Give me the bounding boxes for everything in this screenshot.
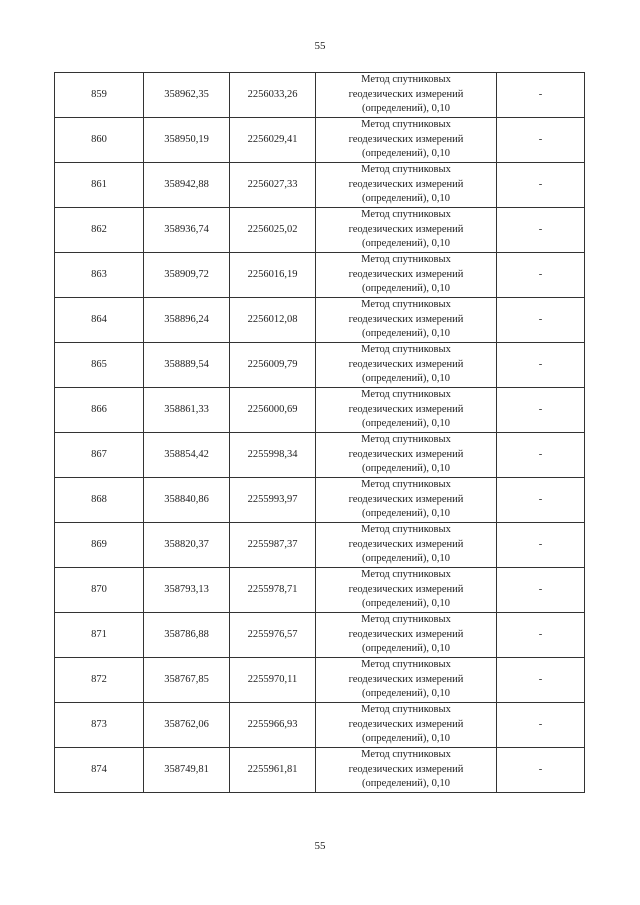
- table-row: [55, 118, 585, 163]
- x-coordinate-cell: 358950,19: [144, 118, 230, 163]
- table-row: [55, 568, 585, 613]
- method-line: Метод спутниковых: [361, 299, 451, 311]
- y-coordinate-cell: 2256009,79: [230, 343, 316, 388]
- table-row: [55, 343, 585, 388]
- point-number-cell: 872: [55, 658, 144, 703]
- table-row: [55, 388, 585, 433]
- method-line: геодезических измерений: [348, 223, 464, 235]
- method-cell: [316, 253, 497, 298]
- method-line: (определений), 0,10: [361, 553, 451, 565]
- method-cell: [316, 568, 497, 613]
- method-cell: [316, 748, 497, 793]
- x-coordinate-cell: 358942,88: [144, 163, 230, 208]
- point-number-cell: 865: [55, 343, 144, 388]
- coordinates-table: [54, 72, 585, 793]
- y-coordinate-cell: 2256012,08: [230, 298, 316, 343]
- method-line: Метод спутниковых: [361, 704, 451, 716]
- x-coordinate-cell: 358749,81: [144, 748, 230, 793]
- method-line: геодезических измерений: [348, 403, 464, 415]
- point-number-cell: 859: [55, 73, 144, 118]
- method-cell: [316, 298, 497, 343]
- y-coordinate-cell: 2256016,19: [230, 253, 316, 298]
- table-row: [55, 163, 585, 208]
- point-number-cell: 860: [55, 118, 144, 163]
- point-number-cell: 861: [55, 163, 144, 208]
- method-cell: [316, 478, 497, 523]
- point-number-cell: 867: [55, 433, 144, 478]
- method-line: Метод спутниковых: [361, 389, 451, 401]
- x-coordinate-cell: 358936,74: [144, 208, 230, 253]
- table-row: [55, 73, 585, 118]
- table-row: [55, 523, 585, 568]
- point-number-cell: 871: [55, 613, 144, 658]
- y-coordinate-cell: 2256025,02: [230, 208, 316, 253]
- x-coordinate-cell: 358762,06: [144, 703, 230, 748]
- x-coordinate-cell: 358854,42: [144, 433, 230, 478]
- y-coordinate-cell: 2255976,57: [230, 613, 316, 658]
- method-line: (определений), 0,10: [361, 328, 451, 340]
- method-cell: [316, 73, 497, 118]
- method-line: геодезических измерений: [348, 718, 464, 730]
- y-coordinate-cell: 2255966,93: [230, 703, 316, 748]
- method-cell: [316, 658, 497, 703]
- x-coordinate-cell: 358840,86: [144, 478, 230, 523]
- method-line: геодезических измерений: [348, 583, 464, 595]
- method-line: геодезических измерений: [348, 493, 464, 505]
- method-cell: [316, 613, 497, 658]
- method-cell: [316, 433, 497, 478]
- point-number-cell: 863: [55, 253, 144, 298]
- y-coordinate-cell: 2255993,97: [230, 478, 316, 523]
- point-number-cell: 868: [55, 478, 144, 523]
- table-row: [55, 298, 585, 343]
- method-cell: [316, 703, 497, 748]
- method-line: Метод спутниковых: [361, 434, 451, 446]
- y-coordinate-cell: 2256029,41: [230, 118, 316, 163]
- method-line: Метод спутниковых: [361, 119, 451, 131]
- note-cell: -: [497, 703, 585, 748]
- x-coordinate-cell: 358896,24: [144, 298, 230, 343]
- table-row: [55, 613, 585, 658]
- method-line: Метод спутниковых: [361, 614, 451, 626]
- method-cell: [316, 118, 497, 163]
- method-line: геодезических измерений: [348, 538, 464, 550]
- note-cell: -: [497, 748, 585, 793]
- method-line: геодезических измерений: [348, 673, 464, 685]
- point-number-cell: 862: [55, 208, 144, 253]
- point-number-cell: 874: [55, 748, 144, 793]
- method-line: Метод спутниковых: [361, 479, 451, 491]
- method-line: геодезических измерений: [348, 763, 464, 775]
- note-cell: -: [497, 163, 585, 208]
- method-cell: [316, 163, 497, 208]
- note-cell: -: [497, 118, 585, 163]
- method-line: Метод спутниковых: [361, 254, 451, 266]
- method-line: (определений), 0,10: [361, 148, 451, 160]
- method-line: геодезических измерений: [348, 88, 464, 100]
- method-line: (определений), 0,10: [361, 598, 451, 610]
- point-number-cell: 866: [55, 388, 144, 433]
- y-coordinate-cell: 2255998,34: [230, 433, 316, 478]
- method-line: геодезических измерений: [348, 628, 464, 640]
- point-number-cell: 869: [55, 523, 144, 568]
- note-cell: -: [497, 433, 585, 478]
- note-cell: -: [497, 253, 585, 298]
- method-line: (определений), 0,10: [361, 778, 451, 790]
- method-line: геодезических измерений: [348, 133, 464, 145]
- y-coordinate-cell: 2256027,33: [230, 163, 316, 208]
- page-number-top: 55: [314, 40, 326, 52]
- method-line: (определений), 0,10: [361, 643, 451, 655]
- method-line: Метод спутниковых: [361, 749, 451, 761]
- method-line: (определений), 0,10: [361, 283, 451, 295]
- coordinates-table-body: [55, 73, 585, 793]
- note-cell: -: [497, 523, 585, 568]
- method-line: геодезических измерений: [348, 313, 464, 325]
- x-coordinate-cell: 358786,88: [144, 613, 230, 658]
- method-line: геодезических измерений: [348, 178, 464, 190]
- method-line: (определений), 0,10: [361, 418, 451, 430]
- table-row: [55, 658, 585, 703]
- method-line: Метод спутниковых: [361, 569, 451, 581]
- method-line: Метод спутниковых: [361, 74, 451, 86]
- y-coordinate-cell: 2256000,69: [230, 388, 316, 433]
- method-line: (определений), 0,10: [361, 373, 451, 385]
- method-line: (определений), 0,10: [361, 238, 451, 250]
- method-line: Метод спутниковых: [361, 209, 451, 221]
- method-line: (определений), 0,10: [361, 733, 451, 745]
- x-coordinate-cell: 358820,37: [144, 523, 230, 568]
- method-cell: [316, 388, 497, 433]
- note-cell: -: [497, 658, 585, 703]
- table-row: [55, 478, 585, 523]
- x-coordinate-cell: 358909,72: [144, 253, 230, 298]
- note-cell: -: [497, 343, 585, 388]
- method-line: Метод спутниковых: [361, 344, 451, 356]
- method-line: (определений), 0,10: [361, 103, 451, 115]
- note-cell: -: [497, 388, 585, 433]
- table-row: [55, 703, 585, 748]
- x-coordinate-cell: 358767,85: [144, 658, 230, 703]
- x-coordinate-cell: 358793,13: [144, 568, 230, 613]
- y-coordinate-cell: 2255970,11: [230, 658, 316, 703]
- x-coordinate-cell: 358889,54: [144, 343, 230, 388]
- method-line: (определений), 0,10: [361, 688, 451, 700]
- table-row: [55, 253, 585, 298]
- note-cell: -: [497, 568, 585, 613]
- method-line: геодезических измерений: [348, 358, 464, 370]
- x-coordinate-cell: 358962,35: [144, 73, 230, 118]
- point-number-cell: 864: [55, 298, 144, 343]
- x-coordinate-cell: 358861,33: [144, 388, 230, 433]
- method-line: геодезических измерений: [348, 268, 464, 280]
- note-cell: -: [497, 208, 585, 253]
- point-number-cell: 870: [55, 568, 144, 613]
- method-line: Метод спутниковых: [361, 524, 451, 536]
- method-line: Метод спутниковых: [361, 659, 451, 671]
- method-line: (определений), 0,10: [361, 508, 451, 520]
- method-line: геодезических измерений: [348, 448, 464, 460]
- note-cell: -: [497, 73, 585, 118]
- note-cell: -: [497, 613, 585, 658]
- page-number-bottom: 55: [314, 840, 326, 852]
- method-line: (определений), 0,10: [361, 463, 451, 475]
- note-cell: -: [497, 298, 585, 343]
- y-coordinate-cell: 2256033,26: [230, 73, 316, 118]
- method-line: (определений), 0,10: [361, 193, 451, 205]
- method-cell: [316, 523, 497, 568]
- table-row: [55, 433, 585, 478]
- table-row: [55, 748, 585, 793]
- method-cell: [316, 343, 497, 388]
- note-cell: -: [497, 478, 585, 523]
- y-coordinate-cell: 2255987,37: [230, 523, 316, 568]
- y-coordinate-cell: 2255961,81: [230, 748, 316, 793]
- method-line: Метод спутниковых: [361, 164, 451, 176]
- y-coordinate-cell: 2255978,71: [230, 568, 316, 613]
- table-row: [55, 208, 585, 253]
- point-number-cell: 873: [55, 703, 144, 748]
- method-cell: [316, 208, 497, 253]
